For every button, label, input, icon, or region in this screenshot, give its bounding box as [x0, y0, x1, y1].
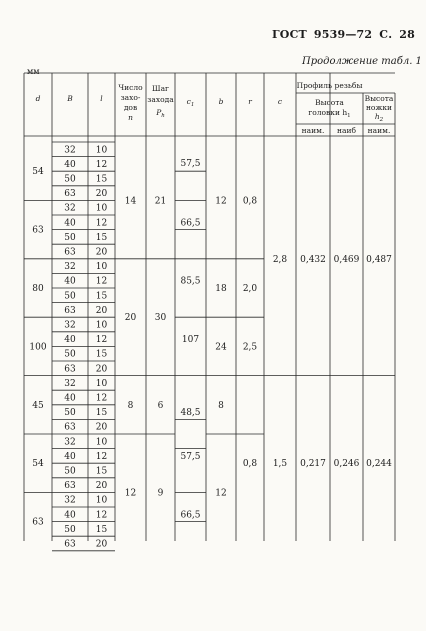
cell-c1: 107 — [181, 335, 200, 346]
cell-l: 10 — [95, 145, 108, 156]
cell-l: 12 — [95, 159, 108, 170]
cell-l: 10 — [95, 437, 108, 448]
cell-h1-min: 0,432 — [300, 254, 326, 265]
cell-l: 12 — [95, 335, 108, 346]
cell-b: 50 — [64, 291, 76, 302]
cell-d: 63 — [32, 225, 44, 236]
cell-d: 63 — [32, 517, 44, 528]
cell-l: 12 — [95, 393, 108, 404]
cell-b: 32 — [64, 437, 76, 448]
cell-h2-min: 0,244 — [366, 459, 392, 470]
column-b-small-header: b — [218, 97, 224, 106]
cell-l: 12 — [95, 276, 108, 287]
cell-c1: 48,5 — [180, 408, 201, 419]
cell-b-small: 12 — [215, 196, 227, 207]
cell-l: 20 — [95, 189, 108, 200]
cell-b-small: 12 — [215, 488, 227, 499]
h1-header-1: Высота — [315, 98, 344, 107]
cell-l: 20 — [95, 539, 108, 550]
cell-n: 14 — [124, 196, 137, 207]
cell-l: 15 — [95, 524, 108, 535]
column-n-header-4: n — [128, 113, 133, 122]
cell-c: 2,8 — [272, 254, 288, 265]
page-prefix: С. — [379, 28, 393, 41]
cell-r: 0,8 — [242, 459, 258, 470]
h2-header-1: Высота — [364, 94, 394, 103]
cell-h1-max: 0,246 — [333, 459, 360, 470]
cell-b: 50 — [64, 466, 76, 477]
cell-b: 32 — [64, 262, 76, 273]
cell-h2-min: 0,487 — [366, 254, 392, 265]
cell-b: 63 — [64, 364, 76, 375]
cell-l: 20 — [95, 305, 108, 316]
cell-d: 80 — [32, 284, 44, 294]
gost-label: ГОСТ — [272, 28, 307, 41]
cell-c1: 57,5 — [180, 158, 201, 169]
gost-number: 9539—72 — [313, 28, 373, 41]
column-n-header-2: захо- — [120, 93, 141, 102]
cell-l: 10 — [95, 203, 108, 214]
cell-l: 10 — [95, 378, 108, 389]
cell-b: 63 — [64, 247, 76, 258]
column-n-header-1: Число — [118, 83, 143, 92]
cell-l: 20 — [95, 422, 108, 433]
column-r-header: r — [248, 97, 252, 106]
cell-l: 20 — [95, 481, 108, 492]
cell-b: 32 — [64, 203, 76, 214]
h2-header-2: ножки — [365, 103, 393, 112]
cell-b: 50 — [64, 349, 76, 360]
cell-l: 12 — [95, 451, 108, 462]
cell-d: 100 — [29, 342, 47, 353]
cell-h1-min: 0,217 — [300, 459, 326, 470]
cell-l: 12 — [95, 510, 108, 521]
continuation-caption: Продолжение табл. 1 — [302, 56, 422, 67]
cell-r: 2,5 — [242, 342, 258, 353]
cell-b: 50 — [64, 174, 76, 185]
cell-b: 63 — [64, 422, 76, 433]
cell-p: 6 — [157, 400, 164, 411]
cell-b: 40 — [64, 510, 76, 521]
cell-l: 20 — [95, 247, 108, 258]
cell-d: 45 — [32, 400, 44, 411]
cell-b-small: 24 — [215, 342, 227, 353]
column-c-header: c — [277, 97, 283, 106]
cell-n: 8 — [127, 400, 134, 411]
h2-header-3: $h_2$ — [374, 112, 384, 123]
cell-l: 15 — [95, 291, 108, 302]
cell-b: 50 — [64, 232, 76, 243]
cell-b: 63 — [64, 189, 76, 200]
naim-header-2: наим. — [367, 126, 391, 135]
profile-header: Профиль резьбы — [296, 81, 363, 90]
cell-b: 63 — [64, 539, 76, 550]
cell-b: 50 — [64, 524, 76, 535]
cell-p: 9 — [157, 488, 164, 499]
cell-c1: 57,5 — [180, 451, 201, 462]
cell-b: 40 — [64, 276, 76, 287]
cell-b: 40 — [64, 393, 76, 404]
column-l-header: l — [100, 94, 103, 103]
cell-p: 21 — [154, 196, 167, 207]
cell-c1: 66,5 — [180, 218, 201, 229]
cell-b-small: 18 — [215, 284, 227, 294]
cell-d: 54 — [32, 459, 44, 470]
cell-b: 50 — [64, 408, 76, 419]
cell-c1: 85,5 — [180, 276, 201, 287]
column-p-header-2: захода — [147, 95, 174, 104]
cell-b: 32 — [64, 495, 76, 506]
cell-l: 15 — [95, 466, 108, 477]
column-p-header-3: $P_h$ — [156, 108, 165, 119]
cell-b: 40 — [64, 218, 76, 229]
cell-l: 10 — [95, 262, 108, 273]
column-p-header-1: Шаг — [152, 84, 169, 93]
cell-p: 30 — [154, 313, 167, 324]
cell-l: 20 — [95, 364, 108, 375]
cell-r: 2,0 — [242, 284, 258, 294]
cell-b-small: 8 — [218, 400, 224, 411]
cell-b: 40 — [64, 451, 76, 462]
cell-r: 0,8 — [242, 196, 258, 207]
h1-header-2: головки $h_1$ — [308, 108, 351, 119]
column-b-header: B — [67, 94, 73, 103]
cell-h1-max: 0,469 — [333, 254, 360, 265]
cell-l: 10 — [95, 495, 108, 506]
cell-c: 1,5 — [272, 459, 288, 470]
cell-n: 20 — [124, 313, 137, 324]
cell-l: 15 — [95, 408, 108, 419]
cell-l: 10 — [95, 320, 108, 331]
cell-b: 32 — [64, 378, 76, 389]
cell-l: 15 — [95, 174, 108, 185]
cell-c1: 66,5 — [180, 510, 201, 521]
column-d-header: d — [35, 94, 41, 103]
column-n-header-3: дов — [123, 103, 138, 112]
column-c1-header: $c_1$ — [186, 97, 195, 108]
units-label: мм — [27, 67, 40, 76]
cell-b: 63 — [64, 305, 76, 316]
cell-b: 63 — [64, 481, 76, 492]
cell-b: 32 — [64, 145, 76, 156]
cell-n: 12 — [124, 488, 137, 499]
cell-l: 12 — [95, 218, 108, 229]
naib-header: наиб — [337, 126, 356, 135]
cell-b: 40 — [64, 335, 76, 346]
naim-header-1: наим. — [301, 126, 325, 135]
cell-l: 15 — [95, 349, 108, 360]
cell-d: 54 — [32, 167, 44, 178]
cell-l: 15 — [95, 232, 108, 243]
cell-b: 32 — [64, 320, 76, 331]
page-number: 28 — [399, 28, 415, 41]
cell-b: 40 — [64, 159, 76, 170]
